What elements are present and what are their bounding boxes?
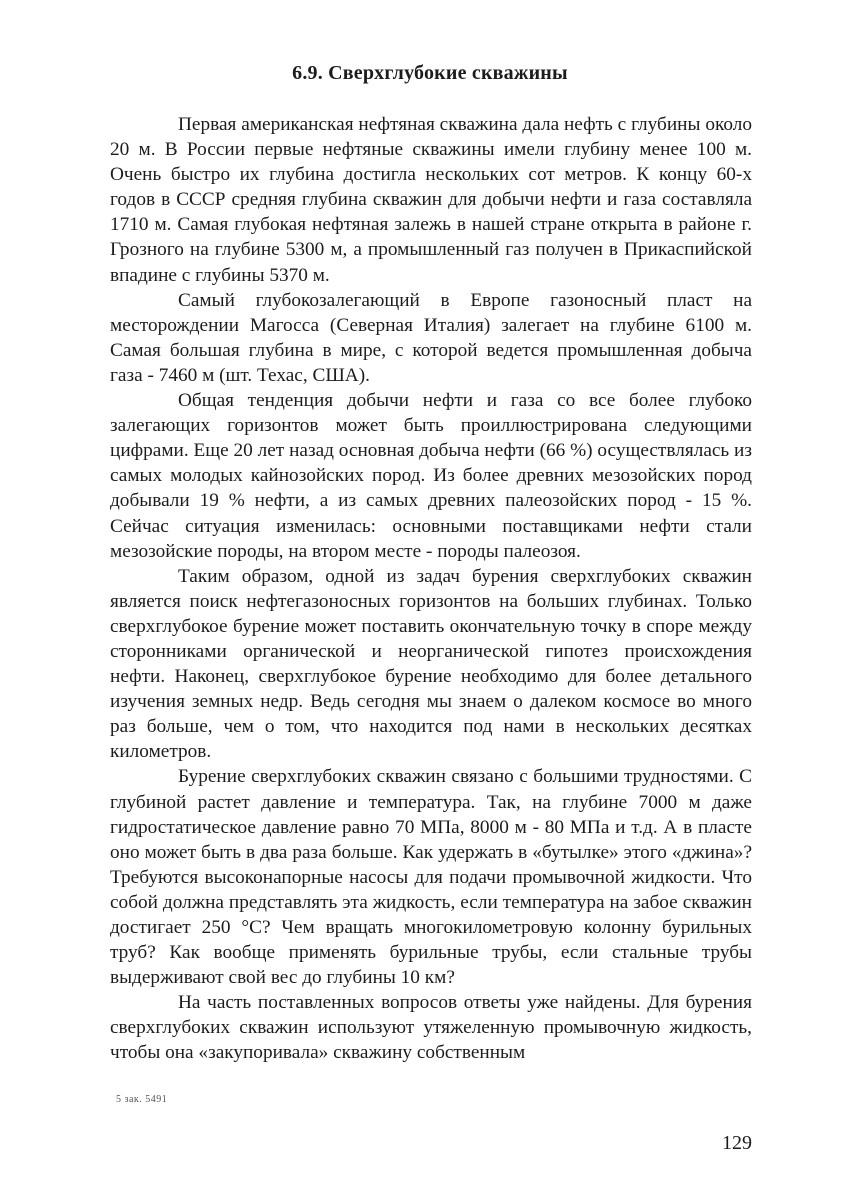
section-title: 6.9. Сверхглубокие скважины — [292, 62, 568, 84]
body-text — [110, 112, 752, 1066]
paragraph: Общая тенденция добычи нефти и газа со все более глубоко залегающих горизонтов может быть проиллюстрирована следующими цифрами. Еще 20 лет назад основная добыча нефти (66 %) осуществлялась из самых молодых кайнозойских пород. Из более древних мезозойских пород добывали 19 % нефти, а из самых древних палеозойских пород - 15 %. Сейчас ситуация изменилась: основными поставщиками нефти стали мезозойские породы, на втором месте - породы палеозоя. — [110, 390, 752, 562]
paragraph: Таким образом, одной из задач бурения сверхглубоких скважин является поиск нефтегазоносных горизонтов на больших глубинах. Только сверхглубокое бурение может поставить окончательную точку в споре между сторонниками органической и неорганической гипотез происхождения нефти. Наконец, сверхглубокое бурение необходимо для более детального изучения земных недр. Ведь сегодня мы знаем о далеком космосе во много раз больше, чем о том, что находится под нами в нескольких десятках километров. — [110, 565, 752, 763]
paragraph: Бурение сверхглубоких скважин связано с большими трудностями. С глубиной растет давление и температура. Так, на глубине 7000 м даже гидростатическое давление равно 70 МПа, 8000 м - 80 МПа и т.д. А в пласте оно может быть в два раза больше. Как удержать в «бутылке» этого «джина»? Требуются высоконапорные насосы для подачи промывочной жидкости. Что собой должна представлять эта жидкость, если температура на забое скважин достигает 250 °С? Чем вращать многокилометровую колонну бурильных труб? Как вообще применять бурильные трубы, если стальные трубы выдерживают свой вес до глубины 10 км? — [110, 766, 752, 989]
printer-signature: 5 зак. 5491 — [116, 1094, 168, 1105]
page-number: 129 — [722, 1132, 752, 1154]
paragraph: На часть поставленных вопросов ответы уже найдены. Для бурения сверхглубоких скважин используют утяжеленную промывочную жидкость, чтобы она «закупоривала» скважину собственным — [110, 992, 752, 1064]
paragraph: Первая американская нефтяная скважина дала нефть с глубины около 20 м. В России первые нефтяные скважины имели глубину менее 100 м. Очень быстро их глубина достигла нескольких сот метров. К концу 60-х годов в СССР средняя глубина скважин для добычи нефти и газа составляла 1710 м. Самая глубокая нефтяная залежь в нашей стране открыта в районе г. Грозного на глубине 5300 м, а промышленный газ получен в Прикаспийской впадине с глубины 5370 м. — [110, 114, 752, 286]
paragraph: Самый глубокозалегающий в Европе газоносный пласт на месторождении Магосса (Северная Италия) залегает на глубине 6100 м. Самая большая глубина в мире, с которой ведется промышленная добыча газа - 7460 м (шт. Техас, США). — [110, 289, 752, 386]
